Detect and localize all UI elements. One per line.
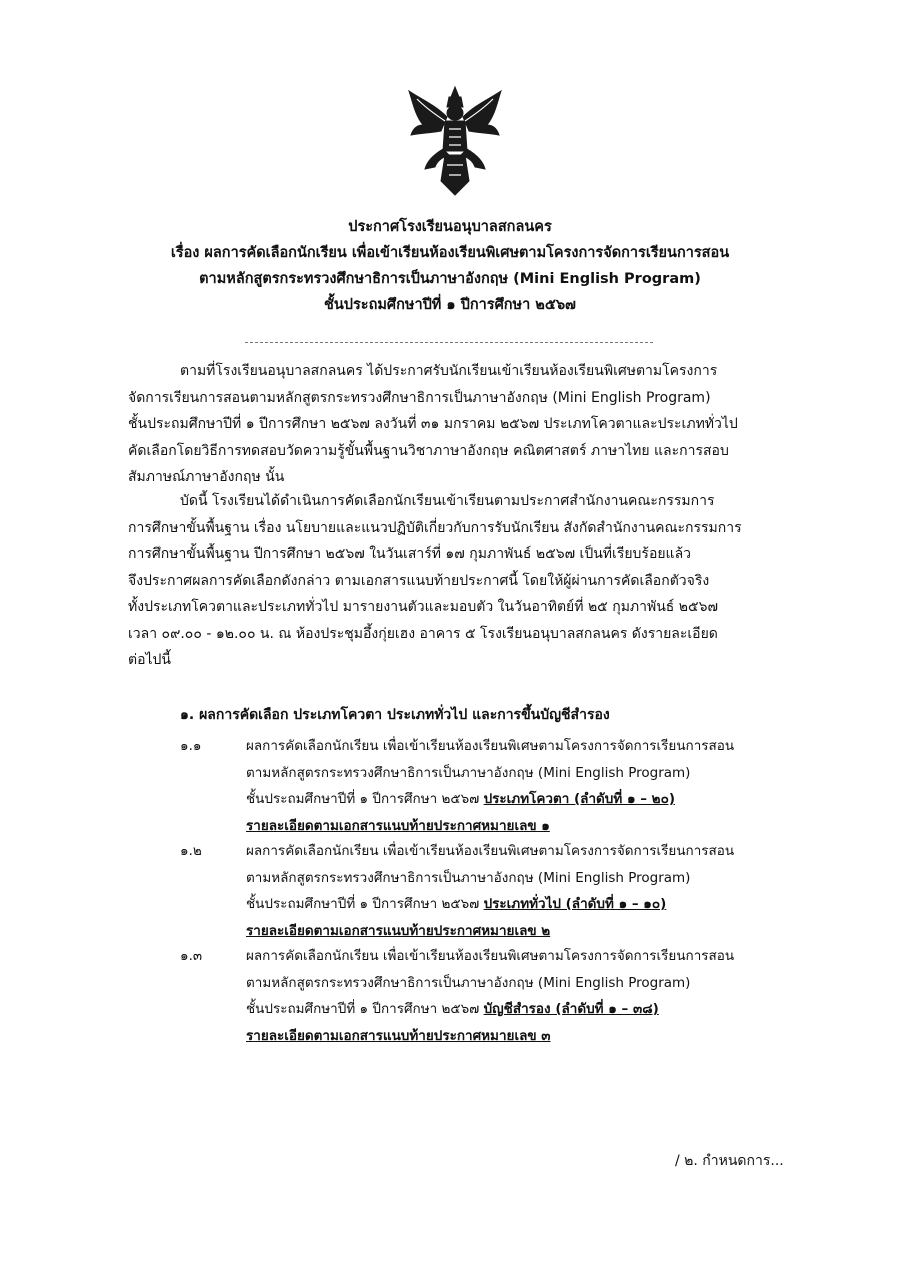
paragraph-line: ชั้นประถมศึกษาปีที่ ๑ ปีการศึกษา ๒๕๖๗ ลงวันที่ ๓๑ มกราคม ๒๕๖๗ ประเภทโควตาและประเภททั่วไป bbox=[128, 416, 738, 432]
item-category-highlight: ประเภทโควตา (ลำดับที่ ๑ – ๒๐) bbox=[483, 791, 675, 807]
paragraph-line: การศึกษาขั้นพื้นฐาน ปีการศึกษา ๒๕๖๗ ในวันเสาร์ที่ ๑๗ กุมภาพันธ์ ๒๕๖๗ เป็นที่เรียบร้อยแล้ว bbox=[128, 546, 692, 562]
header-curriculum-line: ตามหลักสูตรกระทรวงศึกษาธิการเป็นภาษาอังกฤษ (Mini English Program) bbox=[199, 271, 701, 287]
item-detail-reference: รายละเอียดตามเอกสารแนบท้ายประกาศหมายเลข ๒ bbox=[246, 922, 551, 939]
item-line: ผลการคัดเลือกนักเรียน เพื่อเข้าเรียนห้องเรียนพิเศษตามโครงการจัดการเรียนการสอน bbox=[246, 948, 735, 964]
item-line: ชั้นประถมศึกษาปีที่ ๑ ปีการศึกษา ๒๕๖๗ bbox=[246, 1001, 480, 1017]
paragraph-line: จัดการเรียนการสอนตามหลักสูตรกระทรวงศึกษาธิการเป็นภาษาอังกฤษ (Mini English Program) bbox=[128, 389, 711, 406]
paragraph-2 bbox=[128, 488, 798, 674]
header-divider bbox=[245, 342, 653, 343]
paragraph-line: ต่อไปนี้ bbox=[128, 652, 171, 668]
header-grade-line: ชั้นประถมศึกษาปีที่ ๑ ปีการศึกษา ๒๕๖๗ bbox=[324, 297, 576, 313]
item-line: ชั้นประถมศึกษาปีที่ ๑ ปีการศึกษา ๒๕๖๗ bbox=[246, 791, 480, 807]
item-line: ผลการคัดเลือกนักเรียน เพื่อเข้าเรียนห้องเรียนพิเศษตามโครงการจัดการเรียนการสอน bbox=[246, 738, 735, 754]
result-item-1-3 bbox=[180, 943, 800, 1049]
result-item-1-2 bbox=[180, 838, 800, 944]
item-line: ตามหลักสูตรกระทรวงศึกษาธิการเป็นภาษาอังกฤษ (Mini English Program) bbox=[246, 869, 691, 886]
item-category-highlight: บัญชีสำรอง (ลำดับที่ ๑ – ๓๘) bbox=[483, 1001, 659, 1017]
item-number: ๑.๒ bbox=[180, 843, 202, 859]
item-category-highlight: ประเภททั่วไป (ลำดับที่ ๑ – ๑๐) bbox=[483, 896, 667, 912]
paragraph-line: ทั้งประเภทโควตาและประเภททั่วไป มารายงานตัวและมอบตัว ในวันอาทิตย์ที่ ๒๕ กุมภาพันธ์ ๒๕๖๗ bbox=[128, 599, 719, 615]
paragraph-line: ตามที่โรงเรียนอนุบาลสกลนคร ได้ประกาศรับนักเรียนเข้าเรียนห้องเรียนพิเศษตามโครงการ bbox=[180, 363, 718, 379]
item-detail-reference: รายละเอียดตามเอกสารแนบท้ายประกาศหมายเลข ๓ bbox=[246, 1027, 551, 1044]
header-school-line: ประกาศโรงเรียนอนุบาลสกลนคร bbox=[348, 219, 552, 235]
item-line: ตามหลักสูตรกระทรวงศึกษาธิการเป็นภาษาอังกฤษ (Mini English Program) bbox=[246, 974, 691, 991]
result-item-1-1 bbox=[180, 733, 800, 839]
section-1-title: ๑. ผลการคัดเลือก ประเภทโควตา ประเภททั่วไป และการขึ้นบัญชีสำรอง bbox=[180, 707, 610, 723]
paragraph-1 bbox=[128, 358, 798, 491]
item-detail-reference: รายละเอียดตามเอกสารแนบท้ายประกาศหมายเลข ๑ bbox=[246, 817, 550, 834]
garuda-emblem-icon bbox=[405, 85, 505, 197]
item-line: ผลการคัดเลือกนักเรียน เพื่อเข้าเรียนห้องเรียนพิเศษตามโครงการจัดการเรียนการสอน bbox=[246, 843, 735, 859]
paragraph-line: คัดเลือกโดยวิธีการทดสอบวัดความรู้ขั้นพื้นฐานวิชาภาษาอังกฤษ คณิตศาสตร์ ภาษาไทย และการสอบ bbox=[128, 442, 729, 459]
item-line: ชั้นประถมศึกษาปีที่ ๑ ปีการศึกษา ๒๕๖๗ bbox=[246, 896, 480, 912]
item-number: ๑.๑ bbox=[180, 738, 202, 754]
paragraph-line: การศึกษาขั้นพื้นฐาน เรื่อง นโยบายและแนวปฏิบัติเกี่ยวกับการรับนักเรียน สังกัดสำนักงานคณะกรรมการ bbox=[128, 519, 742, 536]
paragraph-line: บัดนี้ โรงเรียนได้ดำเนินการคัดเลือกนักเรียนเข้าเรียนตามประกาศสำนักงานคณะกรรมการ bbox=[180, 493, 715, 509]
paragraph-line: จึงประกาศผลการคัดเลือกดังกล่าว ตามเอกสารแนบท้ายประกาศนี้ โดยให้ผู้ผ่านการคัดเลือกตัวจริง bbox=[128, 572, 710, 589]
announcement-header bbox=[0, 214, 900, 318]
header-subject-line: เรื่อง ผลการคัดเลือกนักเรียน เพื่อเข้าเรียนห้องเรียนพิเศษตามโครงการจัดการเรียนการสอน bbox=[170, 245, 730, 261]
page-continuation: / ๒. กำหนดการ... bbox=[675, 1153, 784, 1169]
paragraph-line: สัมภาษณ์ภาษาอังกฤษ นั้น bbox=[128, 469, 285, 485]
item-number: ๑.๓ bbox=[180, 948, 203, 964]
item-line: ตามหลักสูตรกระทรวงศึกษาธิการเป็นภาษาอังกฤษ (Mini English Program) bbox=[246, 764, 691, 781]
paragraph-line: เวลา ๐๙.๐๐ - ๑๒.๐๐ น. ณ ห้องประชุมอึ้งกุ่ยเฮง อาคาร ๕ โรงเรียนอนุบาลสกลนคร ดังรายละเอียด bbox=[128, 625, 718, 642]
